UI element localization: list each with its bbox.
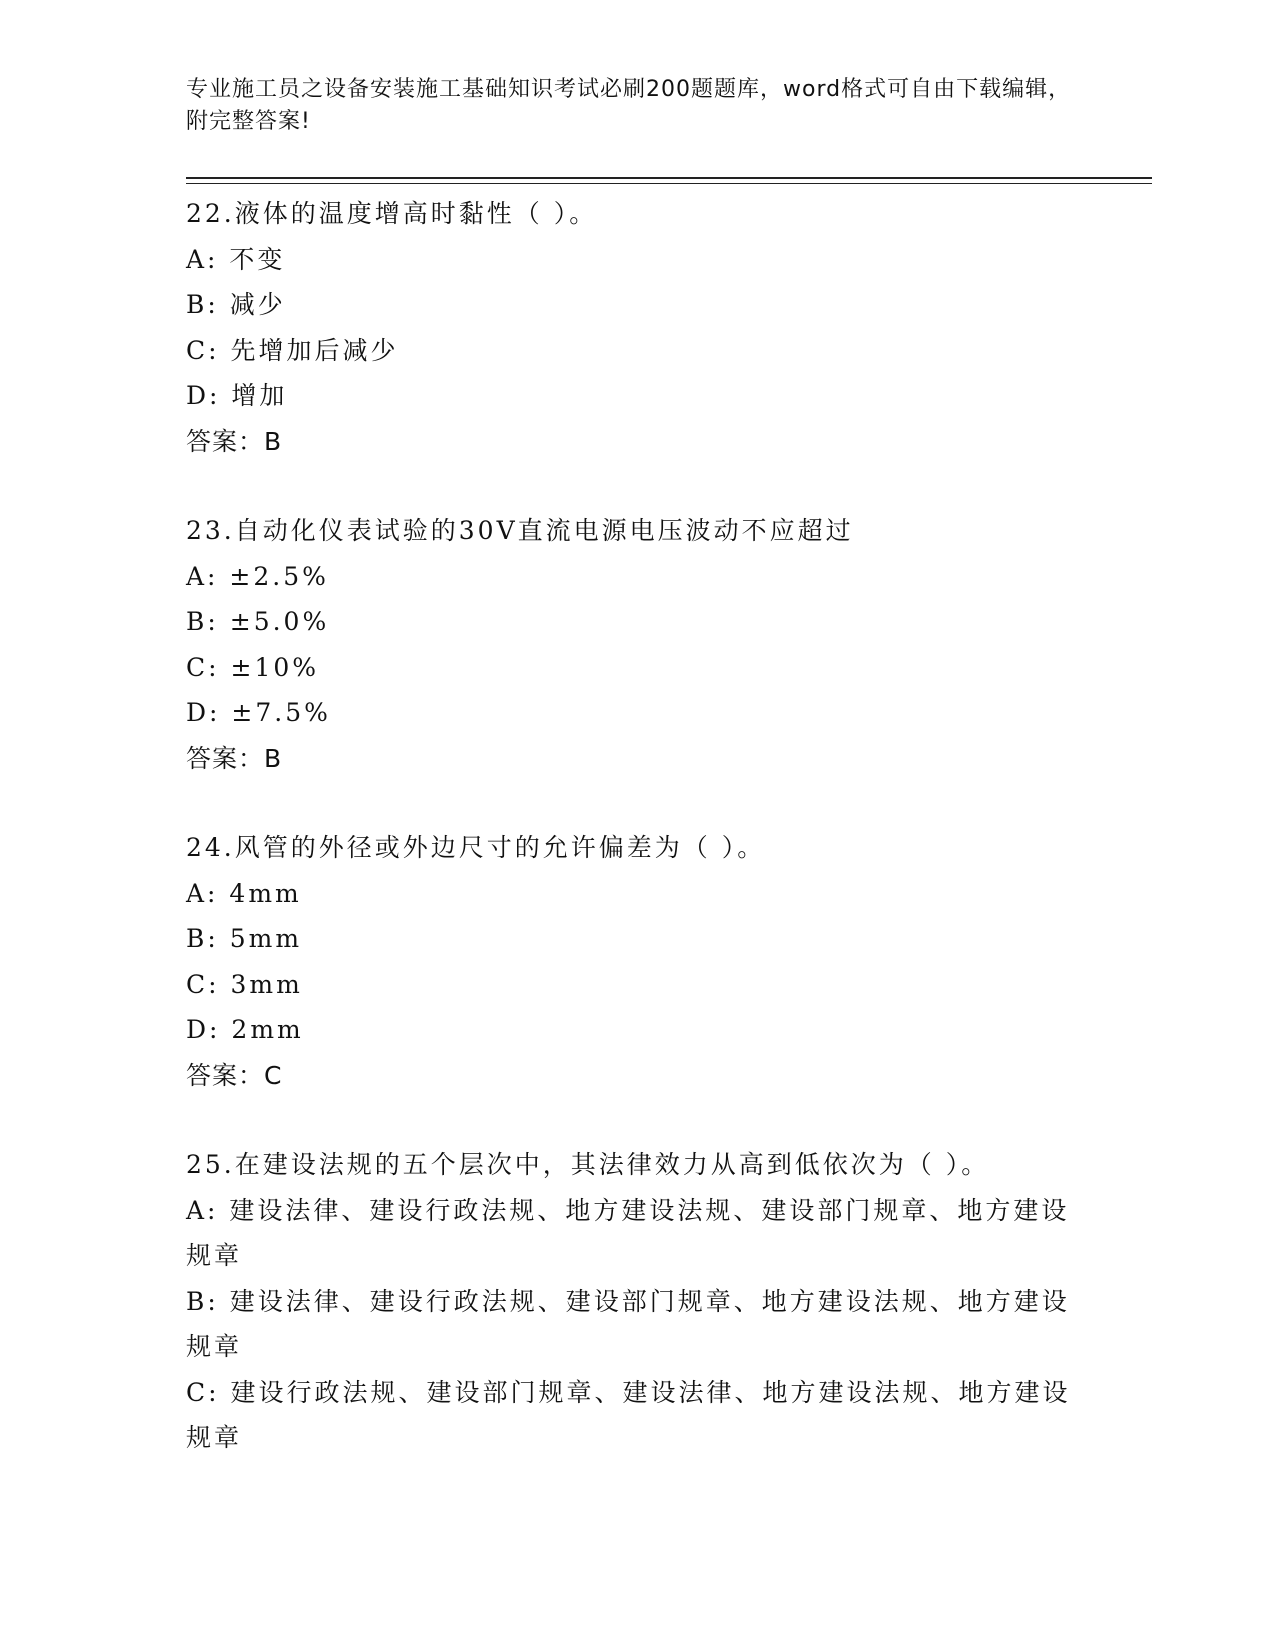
option-a: A: 建设法律、建设行政法规、地方建设法规、建设部门规章、地方建设规章 [186, 1195, 1070, 1270]
option-a: A: 不变 [186, 244, 286, 274]
option-c: C: 先增加后减少 [186, 335, 399, 365]
option-b: B: 减少 [186, 290, 286, 319]
option-b: B: 5mm [186, 924, 303, 953]
option-d: D: ±7.5% [186, 698, 331, 727]
option-c: C: ±10% [186, 652, 320, 682]
answer-line: 答案：C [186, 1060, 283, 1090]
answer-line: 答案：B [186, 426, 283, 456]
option-d: D: 2mm [186, 1015, 304, 1044]
document-header: 专业施工员之设备安装施工基础知识考试必刷200题题库，word格式可自由下载编辑，附完整答案! [186, 77, 1072, 134]
option-c: C: 建设行政法规、建设部门规章、建设法律、地方建设法规、地方建设规章 [186, 1377, 1071, 1452]
question-stem: 25.在建设法规的五个层次中，其法律效力从高到低依次为（ ）。 [186, 1150, 990, 1179]
question-stem: 23.自动化仪表试验的30V直流电源电压波动不应超过 [186, 516, 854, 545]
question-25 [186, 1142, 1086, 1461]
header-divider-thin [186, 183, 1152, 184]
question-stem: 24.风管的外径或外边尺寸的允许偏差为（ ）。 [186, 833, 766, 862]
header-divider-thick [186, 177, 1152, 179]
question-23 [186, 508, 1086, 781]
option-a: A: ±2.5% [186, 561, 329, 591]
question-stem: 22.液体的温度增高时黏性（ ）。 [186, 199, 598, 228]
answer-line: 答案：B [186, 743, 283, 773]
option-b: B: 建设法律、建设行政法规、建设部门规章、地方建设法规、地方建设规章 [186, 1286, 1070, 1361]
question-24 [186, 825, 1086, 1098]
option-d: D: 增加 [186, 381, 288, 410]
question-22 [186, 191, 1086, 464]
option-b: B: ±5.0% [186, 607, 330, 636]
question-list [186, 191, 1086, 1505]
option-a: A: 4mm [186, 878, 302, 908]
option-c: C: 3mm [186, 969, 303, 999]
